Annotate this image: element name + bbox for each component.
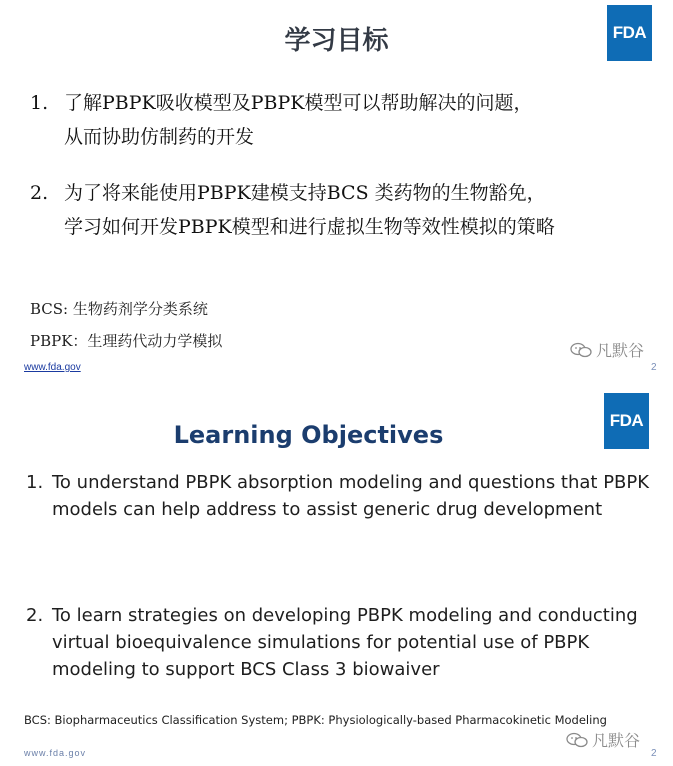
fda-url-link[interactable]: www.fda.gov — [24, 362, 81, 373]
page-number: 2 — [651, 362, 657, 373]
watermark-text: 凡默谷 — [596, 341, 645, 360]
wechat-icon — [566, 732, 588, 748]
slide-english — [0, 383, 673, 766]
objective-number: 2. — [30, 182, 49, 204]
abbreviation-pbpk: PBPK：生理药代动力学模拟 — [30, 332, 223, 350]
slide-title: 学习目标 — [284, 26, 389, 56]
objective-number: 1. — [26, 472, 44, 493]
abbreviation-bcs: BCS: 生物药剂学分类系统 — [30, 300, 208, 318]
objective-item — [26, 602, 652, 683]
watermark — [566, 728, 640, 751]
objective-text: 为了将来能使用PBPK建模支持BCS 类药物的生物豁免， — [64, 182, 546, 204]
objective-item — [30, 86, 532, 154]
objective-text: 学习如何开发PBPK模型和进行虚拟生物等效性模拟的策略 — [64, 216, 555, 238]
objective-text: To understand PBPK absorption modeling and questions that PBPK models can help address to assist generic drug development — [52, 472, 650, 520]
watermark-text: 凡默谷 — [592, 731, 641, 750]
objective-item — [26, 469, 652, 523]
slide-title: Learning Objectives — [173, 421, 444, 449]
objective-item — [30, 176, 555, 244]
watermark — [570, 338, 644, 361]
page-number: 2 — [651, 748, 657, 759]
wechat-icon — [570, 342, 592, 358]
fda-logo: FDA — [607, 5, 652, 61]
objective-number: 1. — [30, 92, 49, 114]
fda-url-text: www.fda.gov — [24, 748, 87, 758]
objective-text: 从而协助仿制药的开发 — [64, 126, 255, 148]
fda-logo: FDA — [604, 393, 649, 449]
abbreviations-footnote: BCS: Biopharmaceutics Classification System; PBPK: Physiologically-based Pharmacokinetic Modeling — [24, 713, 607, 727]
objective-number: 2. — [26, 605, 44, 626]
objective-text: To learn strategies on developing PBPK modeling and conducting virtual bioequivalence simulations for potential use of PBPK modeling to support BCS Class 3 biowaiver — [52, 605, 638, 680]
objective-text: 了解PBPK吸收模型及PBPK模型可以帮助解决的问题， — [64, 92, 533, 114]
